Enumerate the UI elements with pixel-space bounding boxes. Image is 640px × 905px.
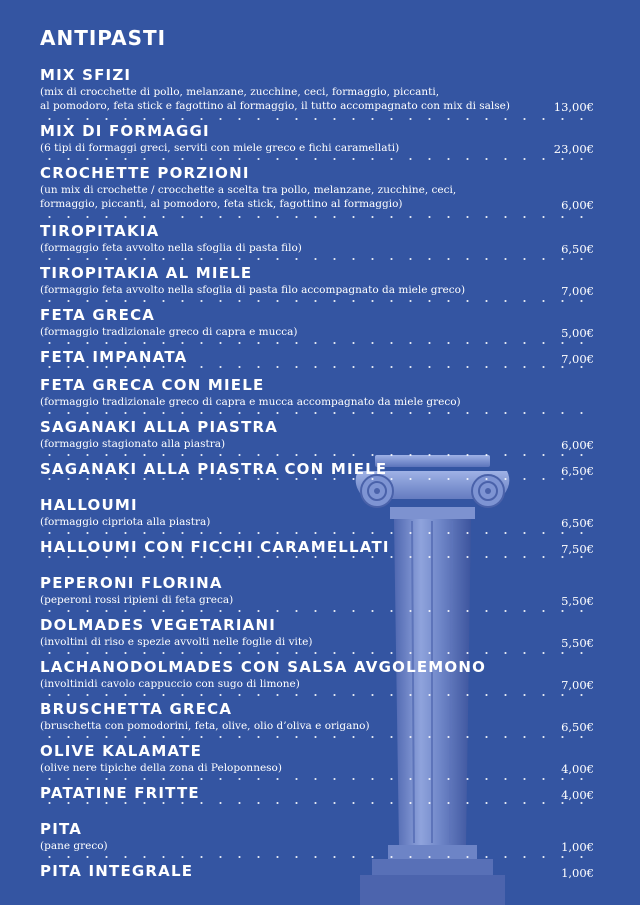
menu-item-price: 5,50€ (561, 594, 594, 608)
menu-item-name: PITA INTEGRALE (40, 862, 194, 880)
menu-item-price: 6,50€ (561, 516, 594, 530)
menu-item-price: 4,00€ (561, 788, 594, 802)
menu-item-name: HALLOUMI CON FICCHI CARAMELLATI (40, 538, 390, 556)
menu-item-description-line: (formaggio cipriota alla piastra) (40, 516, 211, 528)
menu-item-description-line: al pomodoro, feta stick e fagottino al formaggio, il tutto accompagnato con mix di salse) (40, 99, 510, 112)
dotted-separator (40, 556, 592, 558)
menu-item-price: 6,50€ (561, 720, 594, 734)
menu-item-price: 6,50€ (561, 242, 594, 256)
menu-item-description (40, 516, 550, 530)
dotted-separator (40, 300, 592, 302)
menu-item-description (40, 142, 550, 156)
menu-item-price: 5,00€ (561, 326, 594, 340)
dotted-separator (40, 478, 592, 480)
menu-item-description-line: (formaggio feta avvolto nella sfoglia di pasta filo accompagnato da miele greco) (40, 284, 466, 296)
dotted-separator (40, 532, 592, 534)
dotted-separator (40, 694, 592, 696)
dotted-separator (40, 736, 592, 738)
menu-item-name: DOLMADES VEGETARIANI (40, 616, 276, 634)
menu-item-name: SAGANAKI ALLA PIASTRA (40, 418, 279, 436)
menu-item-name: SAGANAKI ALLA PIASTRA CON MIELE (40, 460, 388, 478)
menu-item-description-line: (pane greco) (40, 840, 108, 852)
menu-item-description (40, 396, 550, 410)
dotted-separator (40, 610, 592, 612)
menu-item-description-line: (bruschetta con pomodorini, feta, olive, olio d’oliva e origano) (40, 720, 370, 732)
menu-item-description (40, 720, 550, 734)
menu-item-name: PEPERONI FLORINA (40, 574, 223, 592)
menu-item-price: 1,00€ (561, 840, 594, 854)
menu-item-price: 7,00€ (561, 352, 594, 366)
menu-item-description (40, 284, 550, 298)
menu-item-name: MIX DI FORMAGGI (40, 122, 210, 140)
menu-item-description (40, 594, 550, 608)
menu-item-description-line: (involtini di riso e spezie avvolti nelle foglie di vite) (40, 636, 313, 648)
menu-item-name: FETA GRECA (40, 306, 156, 324)
menu-item-description-line: (olive nere tipiche della zona di Peloponneso) (40, 762, 282, 774)
menu-item-description (40, 438, 550, 452)
menu-item-description (40, 636, 550, 650)
menu-item-name: PATATINE FRITTE (40, 784, 200, 802)
menu-item-price: 7,00€ (561, 284, 594, 298)
menu-item-description-line: formaggio, piccanti, al pomodoro, feta stick, fagottino al formaggio) (40, 197, 403, 210)
menu-item-description-line: (formaggio feta avvolto nella sfoglia di pasta filo) (40, 242, 302, 254)
menu-item-description-line: (un mix di crochette / crocchette a scelta tra pollo, melanzane, zucchine, ceci, (40, 184, 457, 196)
menu-item-name: LACHANODOLMADES CON SALSA AVGOLEMONO (40, 658, 487, 676)
menu-item-name: TIROPITAKIA AL MIELE (40, 264, 253, 282)
menu-item-name: MIX SFIZI (40, 66, 132, 84)
dotted-separator (40, 454, 592, 456)
menu-item-name: CROCHETTE PORZIONI (40, 164, 250, 182)
dotted-separator (40, 158, 592, 160)
menu-item-price: 5,50€ (561, 636, 594, 650)
menu-item-price: 23,00€ (553, 142, 594, 156)
menu-item-description-line: (involtinidi cavolo cappuccio con sugo di limone) (40, 678, 300, 690)
menu-item-price: 13,00€ (553, 99, 594, 114)
menu-item-description (40, 86, 550, 113)
menu-item-description-line: (6 tipi di formaggi greci, serviti con miele greco e fichi caramellati) (40, 142, 400, 154)
dotted-separator (40, 342, 592, 344)
menu-item-description-line: (peperoni rossi ripieni di feta greca) (40, 594, 234, 606)
menu-item-description (40, 762, 550, 776)
menu-item-description (40, 242, 550, 256)
menu-item-price: 6,00€ (561, 438, 594, 452)
dotted-separator (40, 856, 592, 858)
menu-item-name: FETA IMPANATA (40, 348, 188, 366)
menu-item-name: BRUSCHETTA GRECA (40, 700, 233, 718)
menu-item-name: FETA GRECA CON MIELE (40, 376, 265, 394)
menu-item-description (40, 326, 550, 340)
menu-item-name: HALLOUMI (40, 496, 138, 514)
menu-item-price: 6,00€ (561, 197, 594, 212)
dotted-separator (40, 412, 592, 414)
menu-item-price: 1,00€ (561, 866, 594, 880)
section-title-antipasti: ANTIPASTI (40, 26, 167, 50)
menu-item-name: OLIVE KALAMATE (40, 742, 203, 760)
menu-item-description (40, 840, 550, 854)
menu-item-price: 4,00€ (561, 762, 594, 776)
dotted-separator (40, 258, 592, 260)
menu-item-price: 7,50€ (561, 542, 594, 556)
dotted-separator (40, 652, 592, 654)
menu-item-name: PITA (40, 820, 83, 838)
menu-item-price: 7,00€ (561, 678, 594, 692)
menu-item-price: 6,50€ (561, 464, 594, 478)
menu-item-description-line: (formaggio tradizionale greco di capra e mucca) (40, 326, 298, 338)
menu-item-description-line: (formaggio tradizionale greco di capra e mucca accompagnato da miele greco) (40, 396, 461, 408)
dotted-separator (40, 118, 592, 120)
dotted-separator (40, 802, 592, 804)
menu-item-description (40, 678, 550, 692)
menu-item-description-line: (mix di crocchette di pollo, melanzane, zucchine, ceci, formaggio, piccanti, (40, 86, 440, 98)
menu-item-description (40, 184, 550, 211)
dotted-separator (40, 366, 592, 368)
menu-item-description-line: (formaggio stagionato alla piastra) (40, 438, 226, 450)
dotted-separator (40, 216, 592, 218)
dotted-separator (40, 778, 592, 780)
menu-item-name: TIROPITAKIA (40, 222, 160, 240)
